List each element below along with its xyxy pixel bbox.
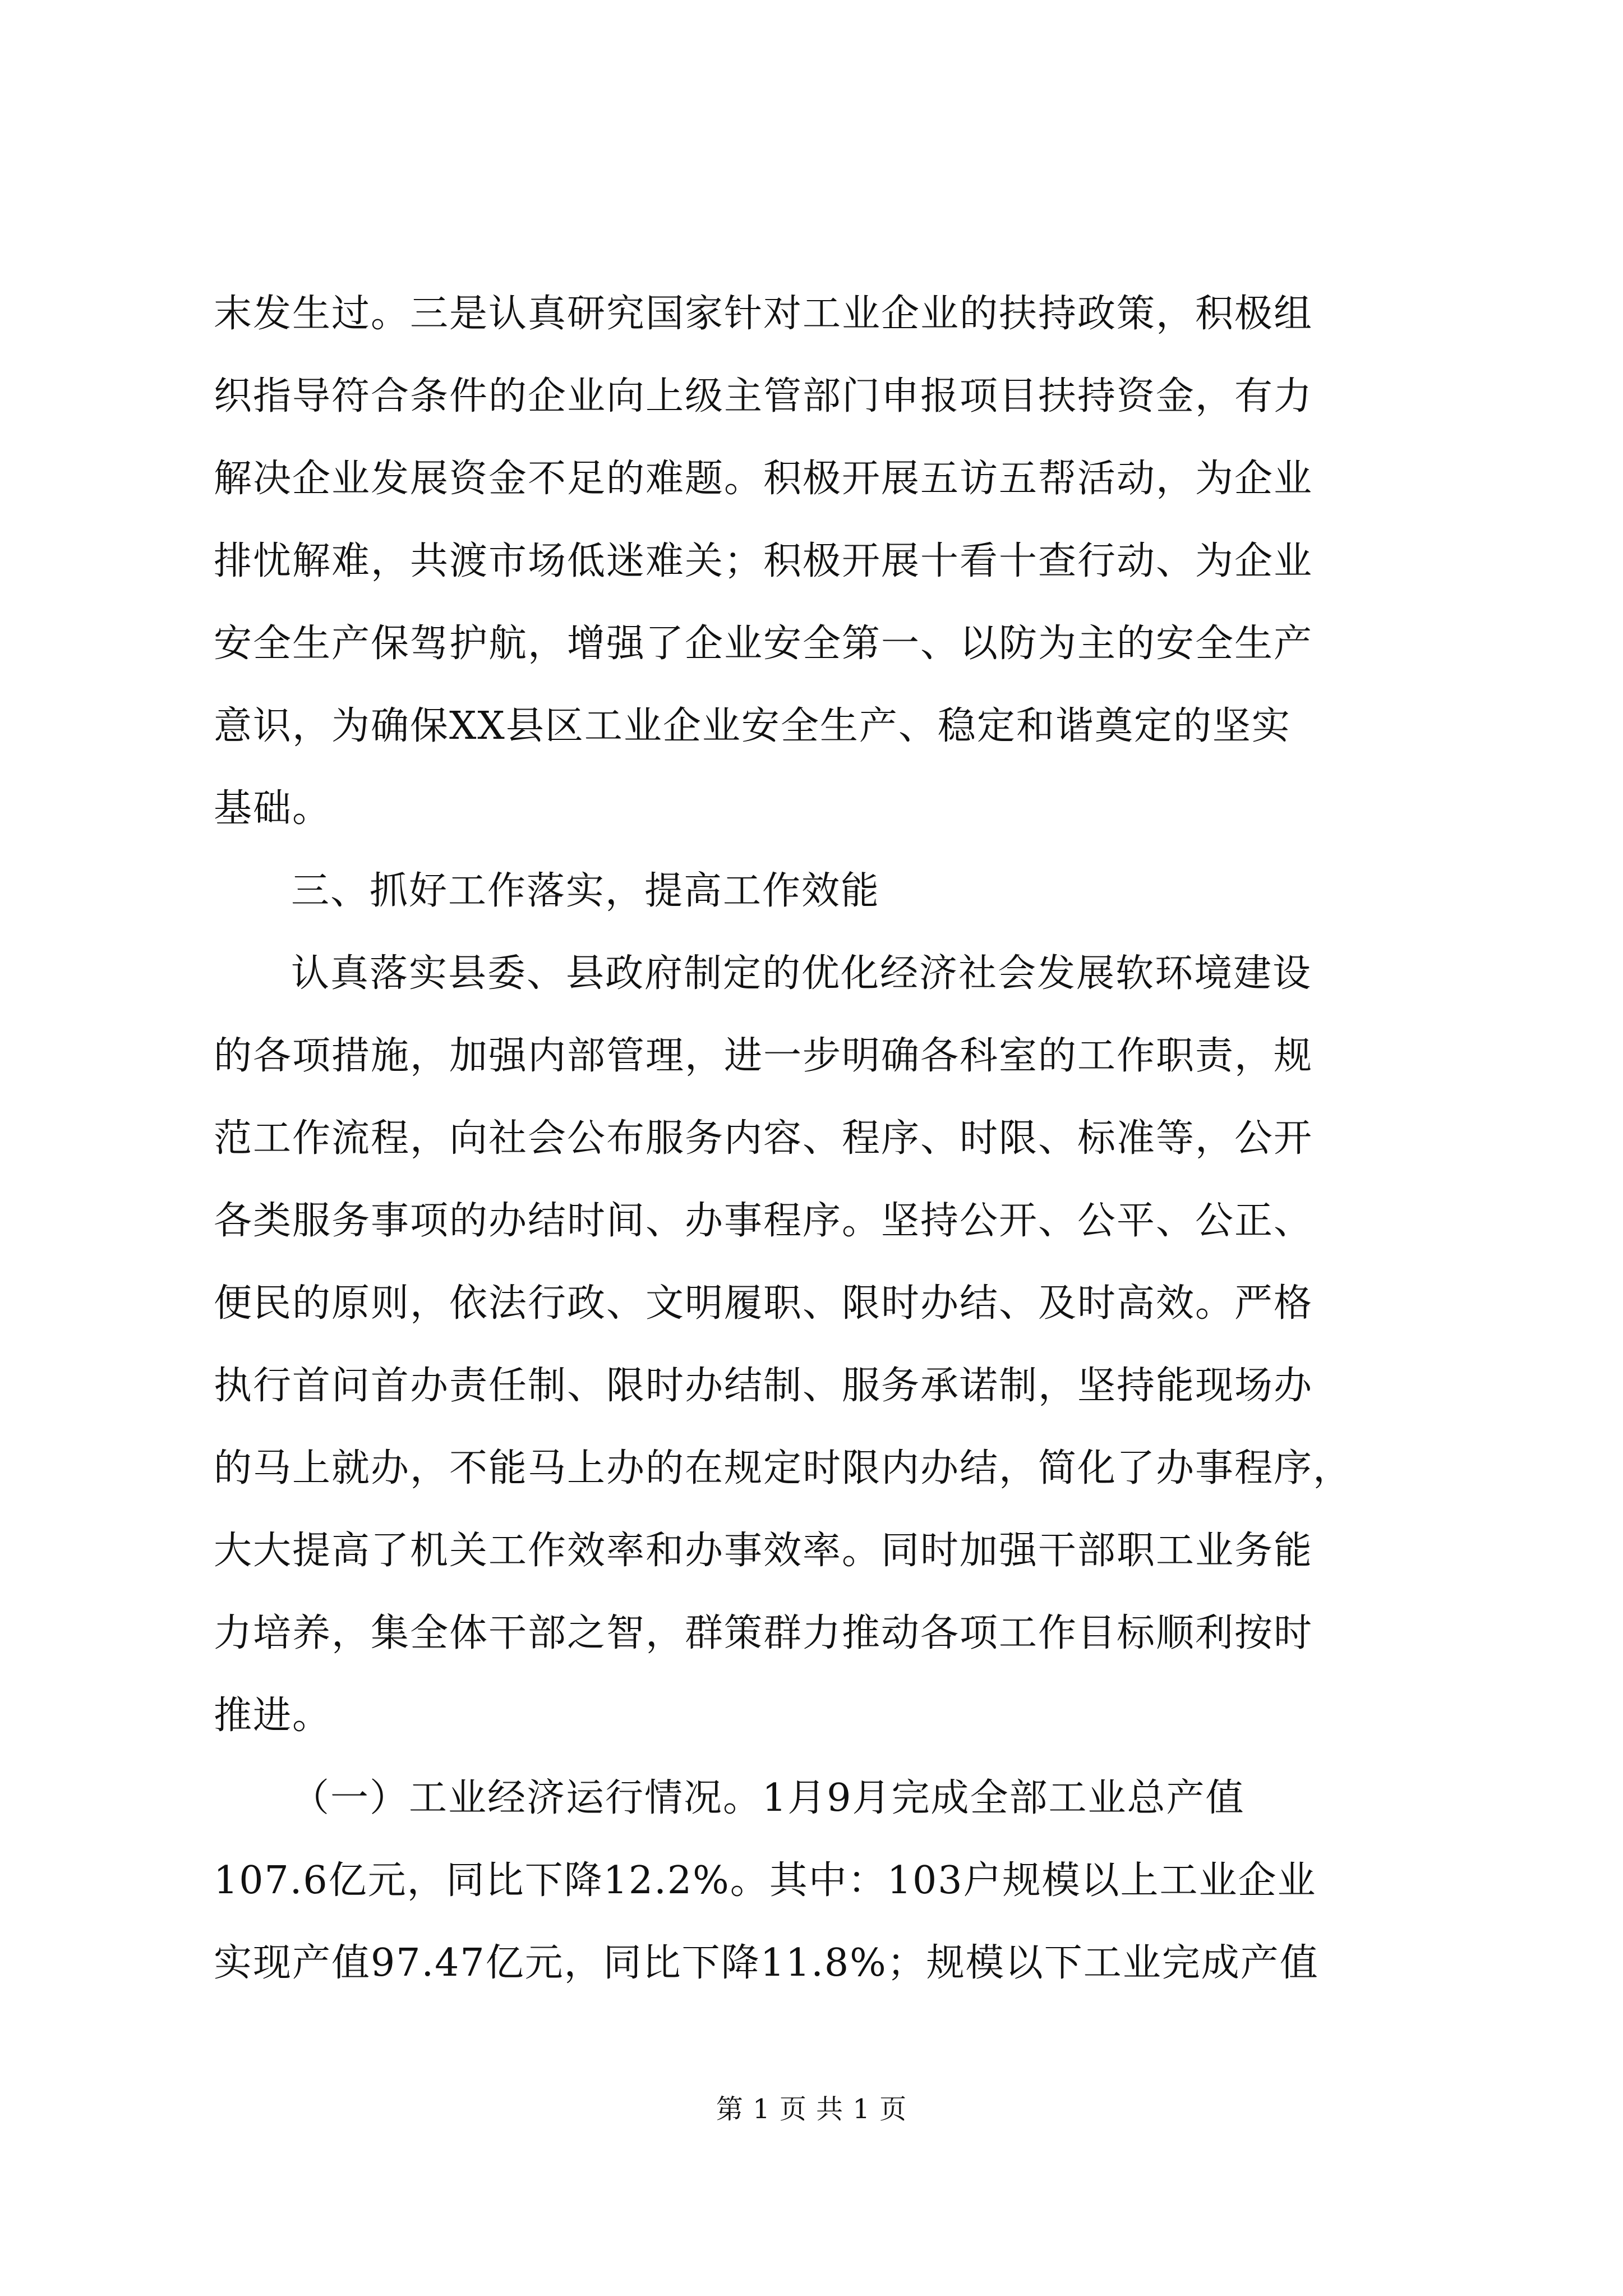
page-number-label: 第 1 页 共 1 页 bbox=[716, 2093, 907, 2125]
text-line: 实现产值97.47亿元，同比下降11.8%；规模以下工业完成产值 bbox=[214, 1941, 1319, 1985]
page-footer bbox=[0, 2092, 1623, 2126]
text-line: 的马上就办，不能马上办的在规定时限内办结，简化了办事程序， bbox=[214, 1446, 1353, 1490]
text-line: 解决企业发展资金不足的难题。积极开展五访五帮活动，为企业 bbox=[214, 457, 1313, 501]
text-line: 织指导符合条件的企业向上级主管部门申报项目扶持资金，有力 bbox=[214, 374, 1313, 418]
text-line: 执行首问首办责任制、限时办结制、服务承诺制，坚持能现场办 bbox=[214, 1364, 1313, 1408]
text-line: 末发生过。三是认真研究国家针对工业企业的扶持政策，积极组 bbox=[214, 292, 1313, 336]
text-line: 范工作流程，向社会公布服务内容、程序、时限、标准等，公开 bbox=[214, 1116, 1313, 1161]
text-line: 各类服务事项的办结时间、办事程序。坚持公开、公平、公正、 bbox=[214, 1199, 1313, 1243]
text-line: 的各项措施，加强内部管理，进一步明确各科室的工作职责，规 bbox=[214, 1034, 1313, 1078]
text-line: 认真落实县委、县政府制定的优化经济社会发展软环境建设 bbox=[291, 951, 1312, 996]
text-line: 基础。 bbox=[214, 786, 332, 831]
text-line: 意识，为确保XX县区工业企业安全生产、稳定和谐奠定的坚实 bbox=[214, 704, 1291, 748]
text-line: 便民的原则，依法行政、文明履职、限时办结、及时高效。严格 bbox=[214, 1281, 1313, 1326]
subsection-line: （一）工业经济运行情况。1月9月完成全部工业总产值 bbox=[291, 1776, 1245, 1820]
text-line: 力培养，集全体干部之智，群策群力推动各项工作目标顺利按时 bbox=[214, 1611, 1313, 1655]
text-line: 大大提高了机关工作效率和办事效率。同时加强干部职工业务能 bbox=[214, 1529, 1313, 1573]
text-line: 推进。 bbox=[214, 1694, 332, 1738]
text-line: 排忧解难，共渡市场低迷难关；积极开展十看十查行动、为企业 bbox=[214, 539, 1313, 583]
text-line: 安全生产保驾护航，增强了企业安全第一、以防为主的安全生产 bbox=[214, 622, 1313, 666]
text-line: 107.6亿元，同比下降12.2%。其中：103户规模以上工业企业 bbox=[214, 1858, 1317, 1903]
section-heading: 三、抓好工作落实，提高工作效能 bbox=[291, 869, 880, 913]
